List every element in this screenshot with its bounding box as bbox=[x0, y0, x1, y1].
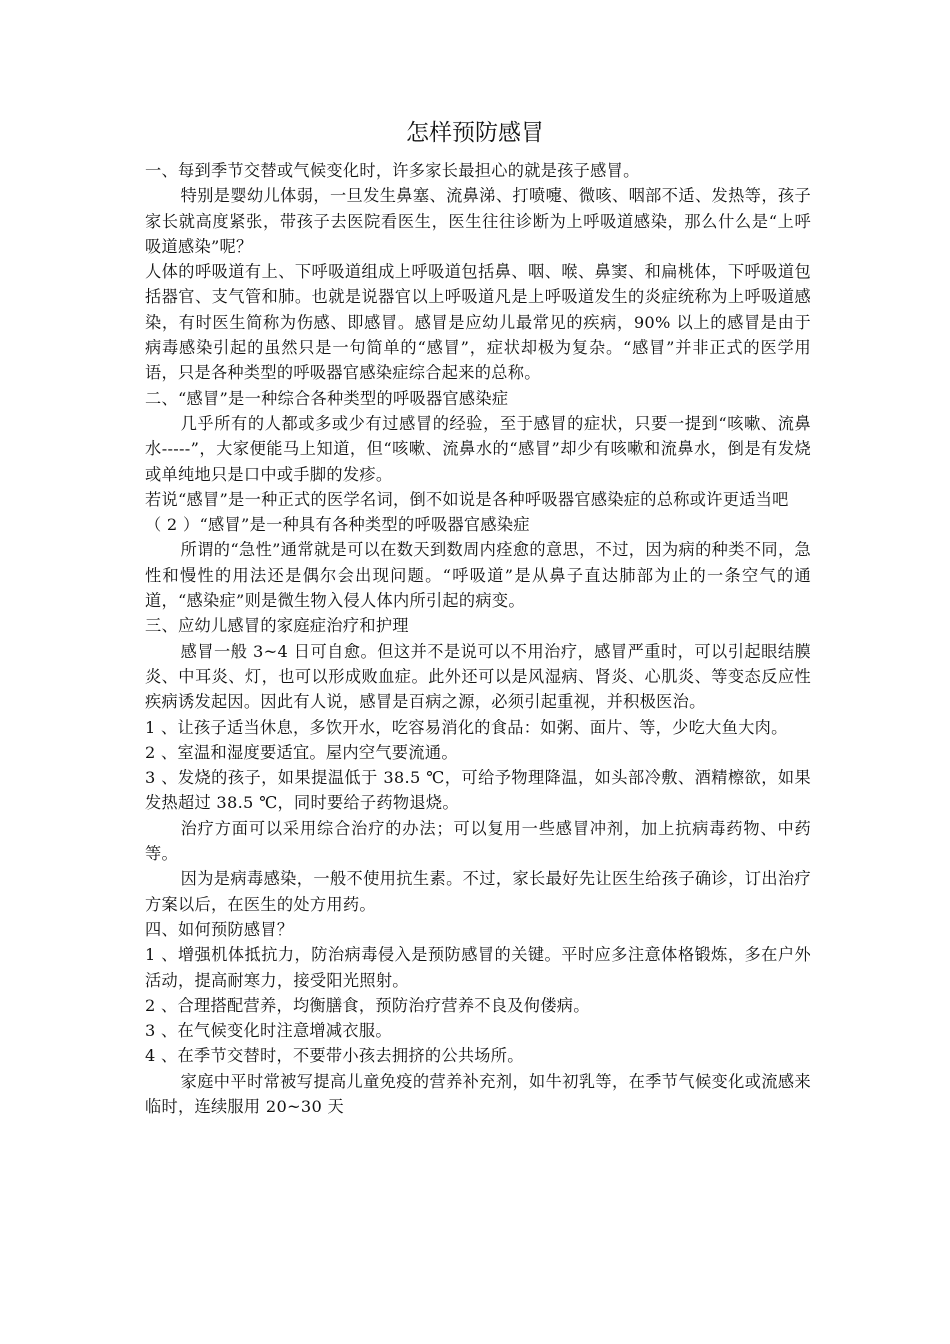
prevention-item-4: 4 、在季节交替时，不要带小孩去拥挤的公共场所。 bbox=[145, 1046, 524, 1066]
subsection-heading-2: （ 2 ）“感冒”是一种具有各种类型的呼吸器官感染症 bbox=[145, 515, 530, 535]
prevention-item-3: 3 、在气候变化时注意增减衣服。 bbox=[145, 1021, 392, 1041]
paragraph-21: 家庭中平时常被写提高儿童免疫的营养补充剂，如牛初乳等，在季节气候变化或流感来临时，连续服用 20~30 天 bbox=[145, 1071, 811, 1116]
paragraph-8: 所谓的“急性”通常就是可以在数天到数周内痊愈的意思，不过，因为病的种类不同，急性和慢性的用法还是偶尔会出现问题。“呼吸道”是从鼻子直达肺部为止的一条空气的通道，“感染症”则是微生物入侵人体内所引起的病变。 bbox=[145, 540, 811, 611]
paragraph-15: 因为是病毒感染，一般不使用抗生素。不过，家长最好先让医生给孩子确诊，订出治疗方案以后，在医生的处方用药。 bbox=[145, 869, 811, 914]
paragraph-5: 几乎所有的人都或多或少有过感冒的经验，至于感冒的症状，只要一提到“咳嗽、流鼻水-----”，大家便能马上知道，但“咳嗽、流鼻水的“感冒”却少有咳嗽和流鼻水，倒是有发烧或单纯地只是口中或手脚的发疹。 bbox=[145, 413, 811, 484]
paragraph-14: 治疗方面可以采用综合治疗的办法；可以复用一些感冒冲剂，加上抗病毒药物、中药等。 bbox=[145, 818, 811, 864]
paragraph-3: 人体的呼吸道有上、下呼吸道组成上呼吸道包括鼻、咽、喉、鼻窦、和扁桃体，下呼吸道包括器官、支气管和肺。也就是说器官以上呼吸道凡是上呼吸道发生的炎症统称为上呼吸道感染，有时医生简称为伤感、即感冒。感冒是应幼儿最常见的疾病，90% 以上的感冒是由于病毒感染引起的虽然只是一句简单的“感冒”，症状却极为复杂。“感冒”并非正式的医学用语，只是各种类型的呼吸器官感染症综合起来的总称。 bbox=[145, 262, 811, 383]
care-item-3: 3 、发烧的孩子，如果提温低于 38.5 ℃，可给予物理降温，如头部冷敷、酒精檫欲，如果发热超过 38.5 ℃，同时要给子药物退烧。 bbox=[145, 768, 811, 813]
paragraph-10: 感冒一般 3~4 日可自愈。但这并不是说可以不用治疗，感冒严重时，可以引起眼结膜炎、中耳炎、灯，也可以形成败血症。此外还可以是风湿病、肾炎、心肌炎、等变态反应性疾病诱发起因。因此有人说，感冒是百病之源，必须引起重视，并积极医治。 bbox=[145, 641, 811, 712]
prevention-item-2: 2 、合理搭配营养，均衡膳食，预防治疗营养不良及佝偻病。 bbox=[145, 995, 590, 1015]
section-heading-2: 二、“感冒”是一种综合各种类型的呼吸器官感染症 bbox=[145, 388, 509, 408]
section-heading-4: 四、如何预防感冒？ bbox=[145, 919, 294, 939]
paragraph-6: 若说“感冒”是一种正式的医学名词，倒不如说是各种呼吸器官感染症的总称或许更适当吧 bbox=[145, 489, 789, 509]
document-body bbox=[145, 158, 811, 1119]
paragraph-1: 一、每到季节交替或气候变化时，许多家长最担心的就是孩子感冒。 bbox=[145, 161, 640, 180]
paragraph-2: 特别是婴幼儿体弱，一旦发生鼻塞、流鼻涕、打喷嚏、微咳、咽部不适、发热等，孩子家长就高度紧张，带孩子去医院看医生，医生往往诊断为上呼吸道感染，那么什么是“上呼吸道感染”呢？ bbox=[145, 186, 811, 256]
care-item-2: 2 、室温和湿度要适宜。屋内空气要流通。 bbox=[145, 742, 458, 762]
prevention-item-1: 1 、增强机体抵抗力，防治病毒侵入是预防感冒的关键。平时应多注意体格锻炼，多在户外活动，提高耐寒力，接受阳光照射。 bbox=[145, 945, 811, 990]
care-item-1: 1 、让孩子适当休息，多饮开水，吃容易消化的食品：如粥、面片、等，少吃大鱼大肉。 bbox=[145, 717, 788, 737]
document-title: 怎样预防感冒 bbox=[406, 120, 544, 146]
section-heading-3: 三、应幼儿感冒的家庭症治疗和护理 bbox=[145, 616, 409, 636]
